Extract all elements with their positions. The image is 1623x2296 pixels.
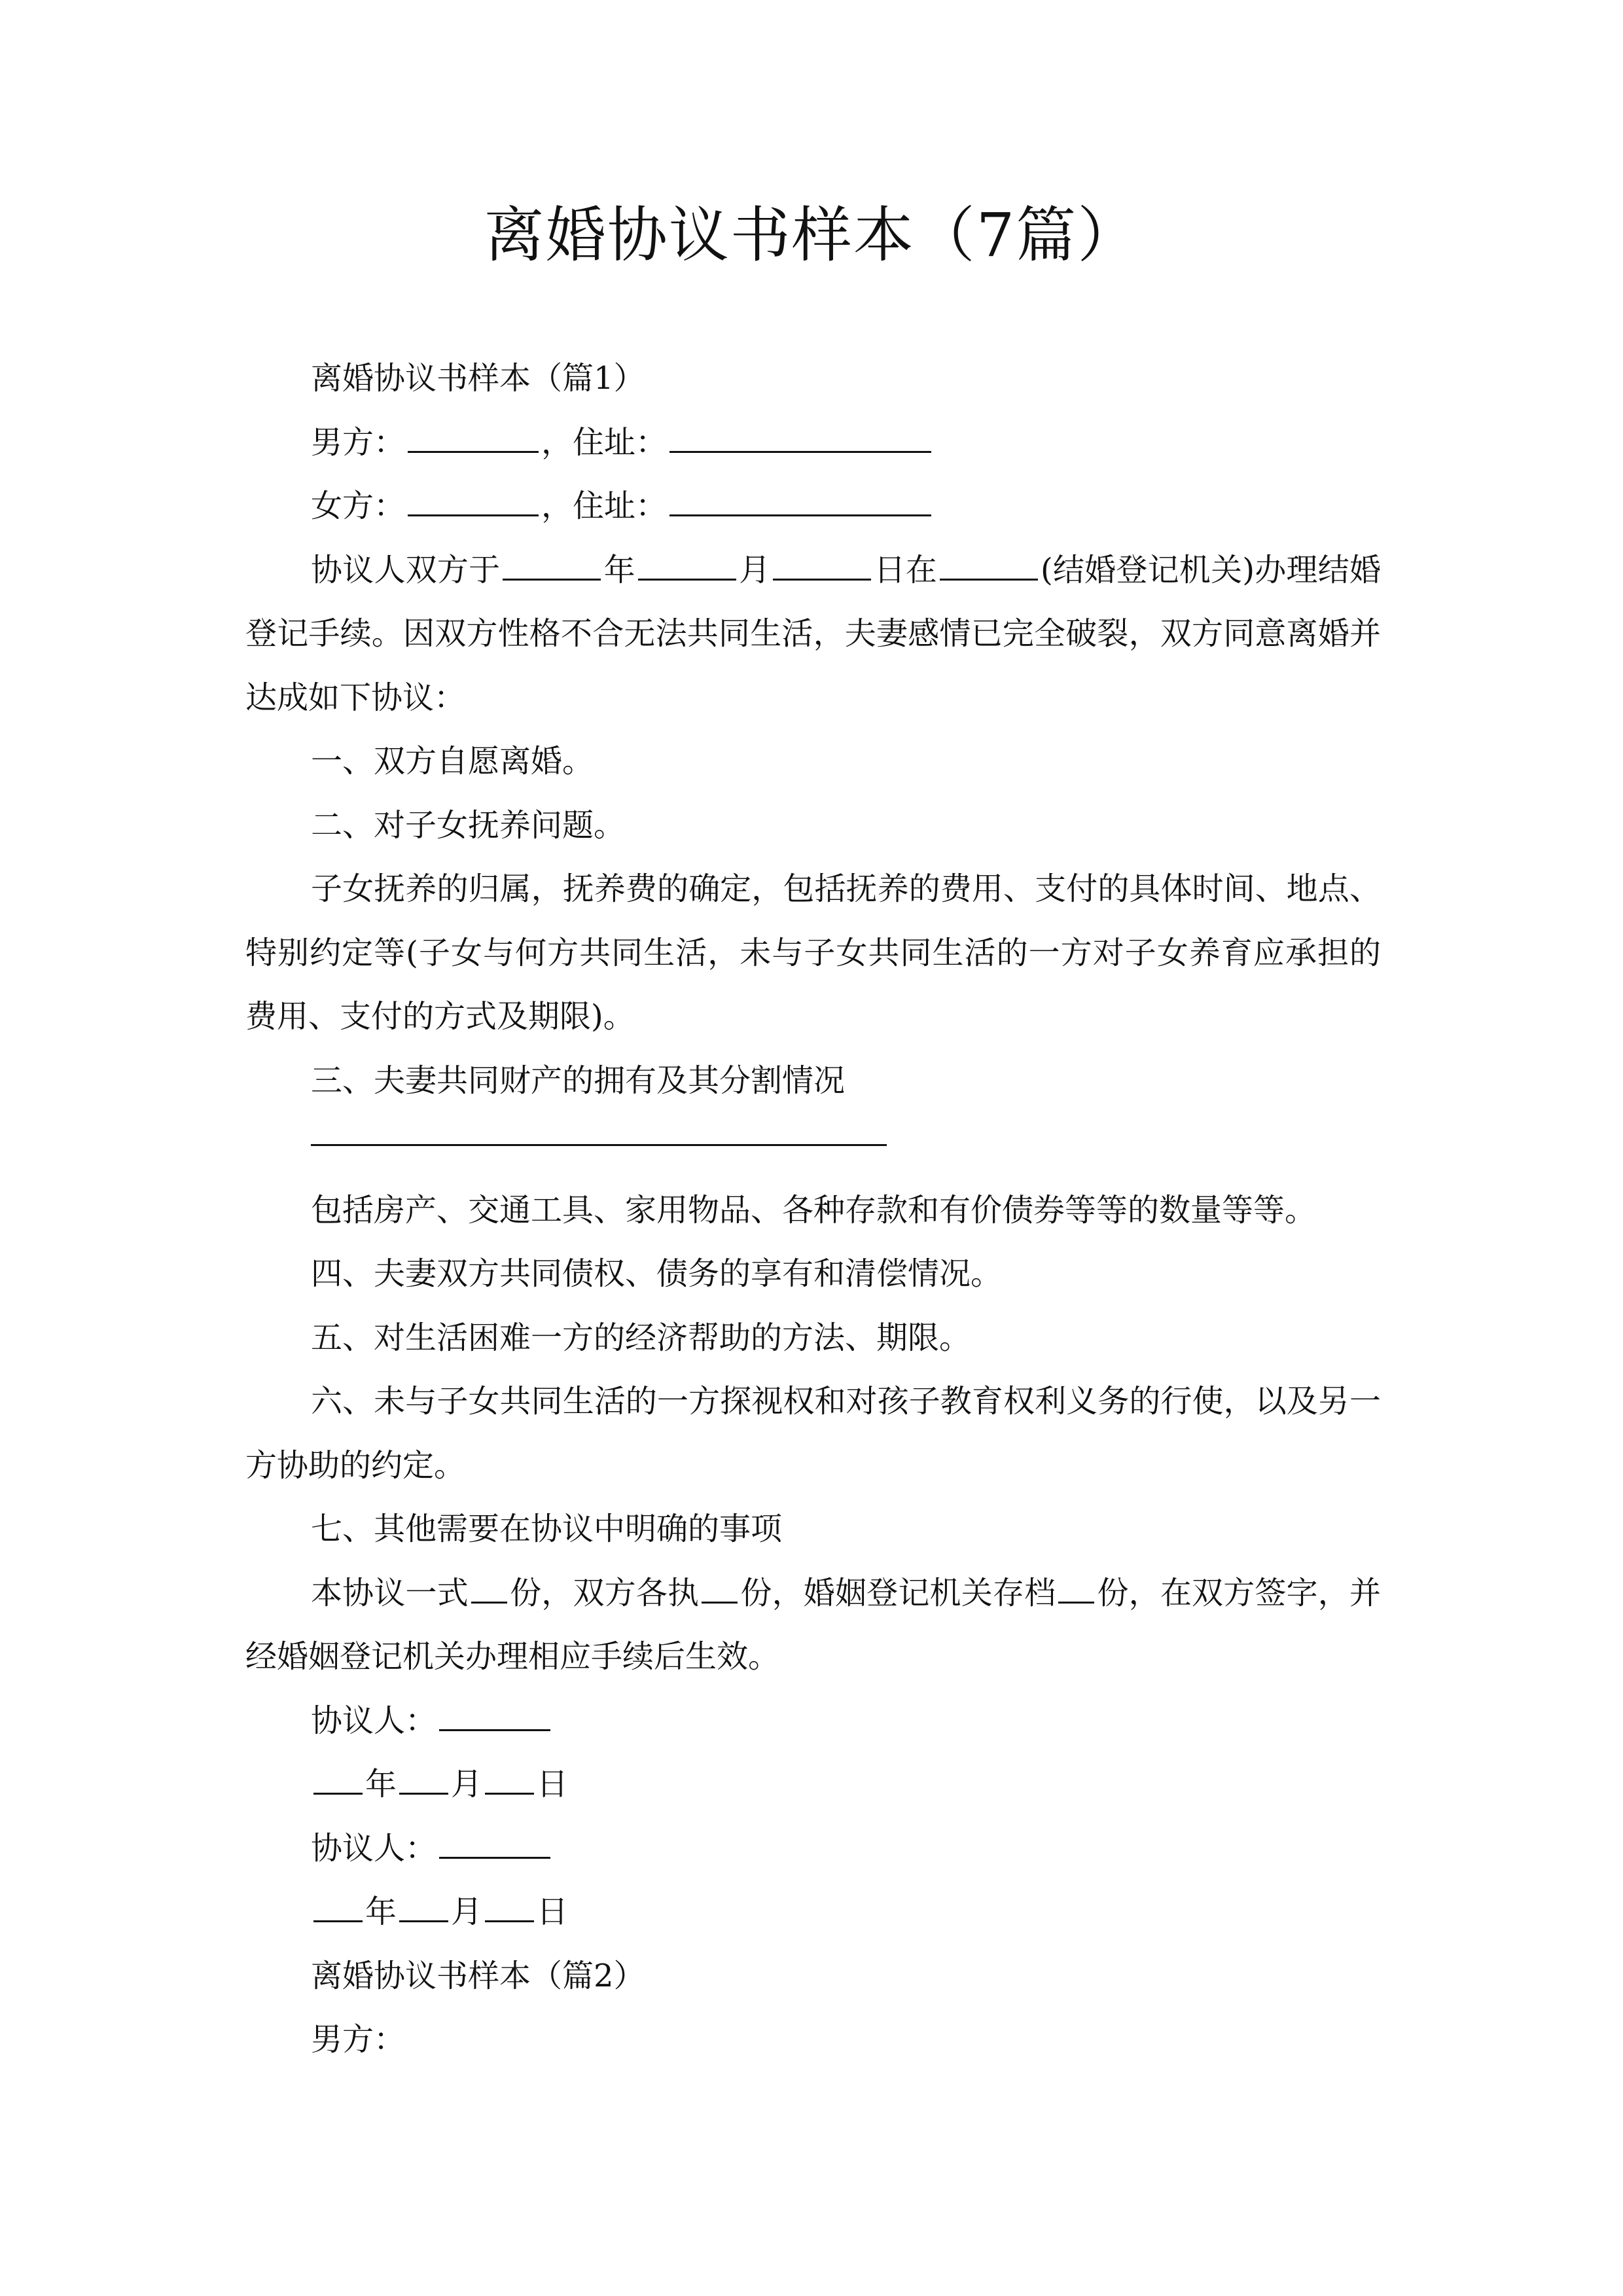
year-label: 年 [603,551,635,588]
clause-3: 三、夫妻共同财产的拥有及其分割情况 [311,1062,846,1099]
clause-7: 七、其他需要在协议中明确的事项 [311,1511,783,1547]
day-label: 日 [537,1766,569,1803]
copies-total-blank [471,1601,507,1604]
male-name-blank [408,450,539,453]
copies-text: 本协议一式 [311,1574,469,1611]
signature-blank [439,1729,550,1731]
female-address-blank [669,514,931,516]
date-line-2 [245,1880,1381,1945]
month-label: 月 [738,551,771,588]
intro-paragraph [245,539,1381,730]
document-body [245,347,1381,2072]
signatory-line-1 [245,1689,1381,1753]
clause-6: 六、未与子女共同生活的一方探视权和对孩子教育权利义务的行使，以及另一方协助的约定。 [245,1383,1381,1484]
property-blank-line [311,1113,887,1146]
day-label: 日 [537,1893,569,1930]
month-blank [638,578,736,581]
year-label: 年 [365,1766,397,1803]
day-label: 日在 [874,551,937,588]
day-blank [485,1920,534,1922]
clause-2-detail: 子女抚养的归属，抚养费的确定，包括抚养的费用、支付的具体时间、地点、特别约定等(子女与何方共同生活，未与子女共同生活的一方对子女养育应承担的费用、支付的方式及期限)。 [245,870,1381,1035]
intro-text: 协议人双方于 [311,551,501,588]
address-label: 住址： [573,423,668,461]
male-label: 男方： [311,423,406,461]
signatory-label: 协议人： [311,1829,437,1867]
clause-2: 二、对子女抚养问题。 [311,806,626,844]
female-party-line [245,475,1381,539]
copies-text: 份，在双方签字，并经婚姻登记机关办理相应手续后生效。 [245,1574,1381,1675]
copies-text: 份，双方各执 [509,1574,700,1611]
male-party-line: 男方： [311,2021,406,2058]
copies-archive-blank [1058,1601,1094,1604]
year-blank [503,578,601,581]
copies-paragraph [245,1562,1381,1689]
copies-text: 份，婚姻登记机关存档 [740,1574,1056,1611]
year-blank [313,1792,363,1795]
female-name-blank [408,514,539,516]
month-blank [399,1920,448,1922]
year-blank [313,1920,363,1922]
clause-4: 四、夫妻双方共同债权、债务的享有和清偿情况。 [311,1255,1003,1292]
intro-text-cont: (结婚登记机关)办理结婚登记手续。因双方性格不合无法共同生活，夫妻感情已完全破裂，双方同意离婚并达成如下协议： [245,551,1381,716]
month-blank [399,1792,448,1795]
male-address-blank [669,450,931,453]
section-heading: 离婚协议书样本（篇2） [311,1957,645,1994]
year-label: 年 [365,1893,397,1930]
clause-5: 五、对生活困难一方的经济帮助的方法、期限。 [311,1319,971,1356]
day-blank [773,578,871,581]
comma: ， [541,488,573,524]
document-title: 离婚协议书样本（7篇） [484,200,1139,270]
clause-3-detail: 包括房产、交通工具、家用物品、各种存款和有价债券等等的数量等等。 [311,1191,1317,1229]
signatory-line-2 [245,1817,1381,1881]
section-heading: 离婚协议书样本（篇1） [311,360,645,397]
signature-blank [439,1856,550,1859]
day-blank [485,1792,534,1795]
clause-1: 一、双方自愿离婚。 [311,743,594,780]
month-label: 月 [451,1893,483,1930]
date-line-1 [245,1753,1381,1817]
registry-blank [940,578,1038,581]
male-party-line [245,411,1381,475]
copies-each-blank [702,1601,738,1604]
address-label: 住址： [573,488,668,524]
signatory-label: 协议人： [311,1702,437,1739]
comma: ， [541,423,573,461]
month-label: 月 [451,1766,483,1803]
female-label: 女方： [311,488,406,524]
